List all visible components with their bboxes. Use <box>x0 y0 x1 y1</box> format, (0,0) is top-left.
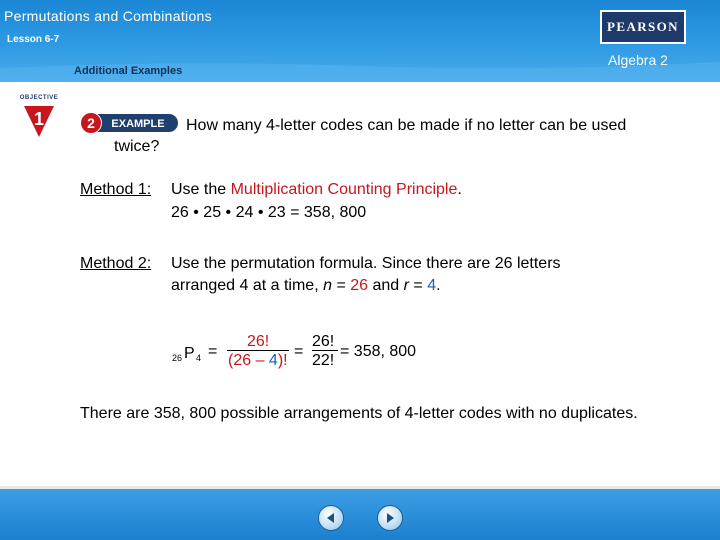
example-number: 2 <box>87 115 95 131</box>
formula-equals-1: = <box>208 343 218 360</box>
n-value: 26 <box>350 277 369 294</box>
objective-marker <box>14 95 64 139</box>
conclusion-text: There are 358, 800 possible arrangements of 4-letter codes with no duplicates. <box>80 405 638 422</box>
objective-label: OBJECTIVE <box>19 95 59 101</box>
n-variable: n <box>323 277 332 294</box>
page-title: Permutations and Combinations <box>4 8 212 24</box>
equals-sign: = <box>408 277 428 294</box>
formula-numerator-1: 26! <box>247 333 270 350</box>
method1-label: Method 1: <box>80 181 152 198</box>
course-name: Algebra 2 <box>608 52 668 68</box>
logo-text: PEARSON <box>607 19 679 34</box>
formula-p: P <box>184 345 195 362</box>
formula-denominator-1 <box>228 352 288 370</box>
denominator-part-a: (26 – <box>228 352 269 369</box>
method1-highlight: Multiplication Counting Principle <box>230 181 458 198</box>
and-text: and <box>368 277 404 294</box>
footer-stripe <box>0 486 720 489</box>
r-value: 4 <box>427 277 437 294</box>
formula-denominator-2: 22! <box>312 352 335 369</box>
section-subtitle: Additional Examples <box>74 65 183 77</box>
formula-numerator-2: 26! <box>312 333 335 350</box>
triangle-right-icon <box>384 512 396 524</box>
triangle-left-icon <box>325 512 337 524</box>
formula-fraction-bar-1 <box>227 350 289 351</box>
formula-equals-2: = <box>294 343 304 360</box>
example-label: EXAMPLE <box>111 118 165 130</box>
formula-n-subscript: 26 <box>172 353 183 363</box>
question-line-2: twice? <box>114 138 160 155</box>
equals-sign: = <box>332 277 351 294</box>
method1-description <box>171 181 462 199</box>
objective-number: 1 <box>33 109 45 129</box>
method2-line-2 <box>171 277 441 295</box>
method2-line-1: Use the permutation formula. Since there are 26 letters <box>171 255 561 272</box>
footer-bar <box>0 486 720 540</box>
r-variable: r <box>403 277 409 294</box>
previous-slide-button[interactable] <box>318 505 344 531</box>
method1-text-before: Use the <box>171 181 231 198</box>
lesson-label: Lesson 6-7 <box>7 34 60 45</box>
objective-shield-icon <box>23 104 55 138</box>
method2-label: Method 2: <box>80 255 152 272</box>
next-slide-button[interactable] <box>377 505 403 531</box>
publisher-logo <box>600 10 686 44</box>
formula-result: = 358, 800 <box>340 343 417 360</box>
question-line-1: How many 4-letter codes can be made if no letter can be used <box>186 117 627 134</box>
formula-r-subscript: 4 <box>196 353 202 363</box>
example-badge <box>80 112 180 134</box>
formula-fraction-bar-2 <box>312 350 338 351</box>
period: . <box>436 277 441 294</box>
method2-text: arranged 4 at a time, <box>171 277 324 294</box>
method1-text-after: . <box>457 181 462 198</box>
denominator-r-value: 4 <box>268 352 278 369</box>
denominator-part-c: )! <box>277 352 288 369</box>
method1-calculation: 26 • 25 • 24 • 23 = 358, 800 <box>171 204 367 221</box>
